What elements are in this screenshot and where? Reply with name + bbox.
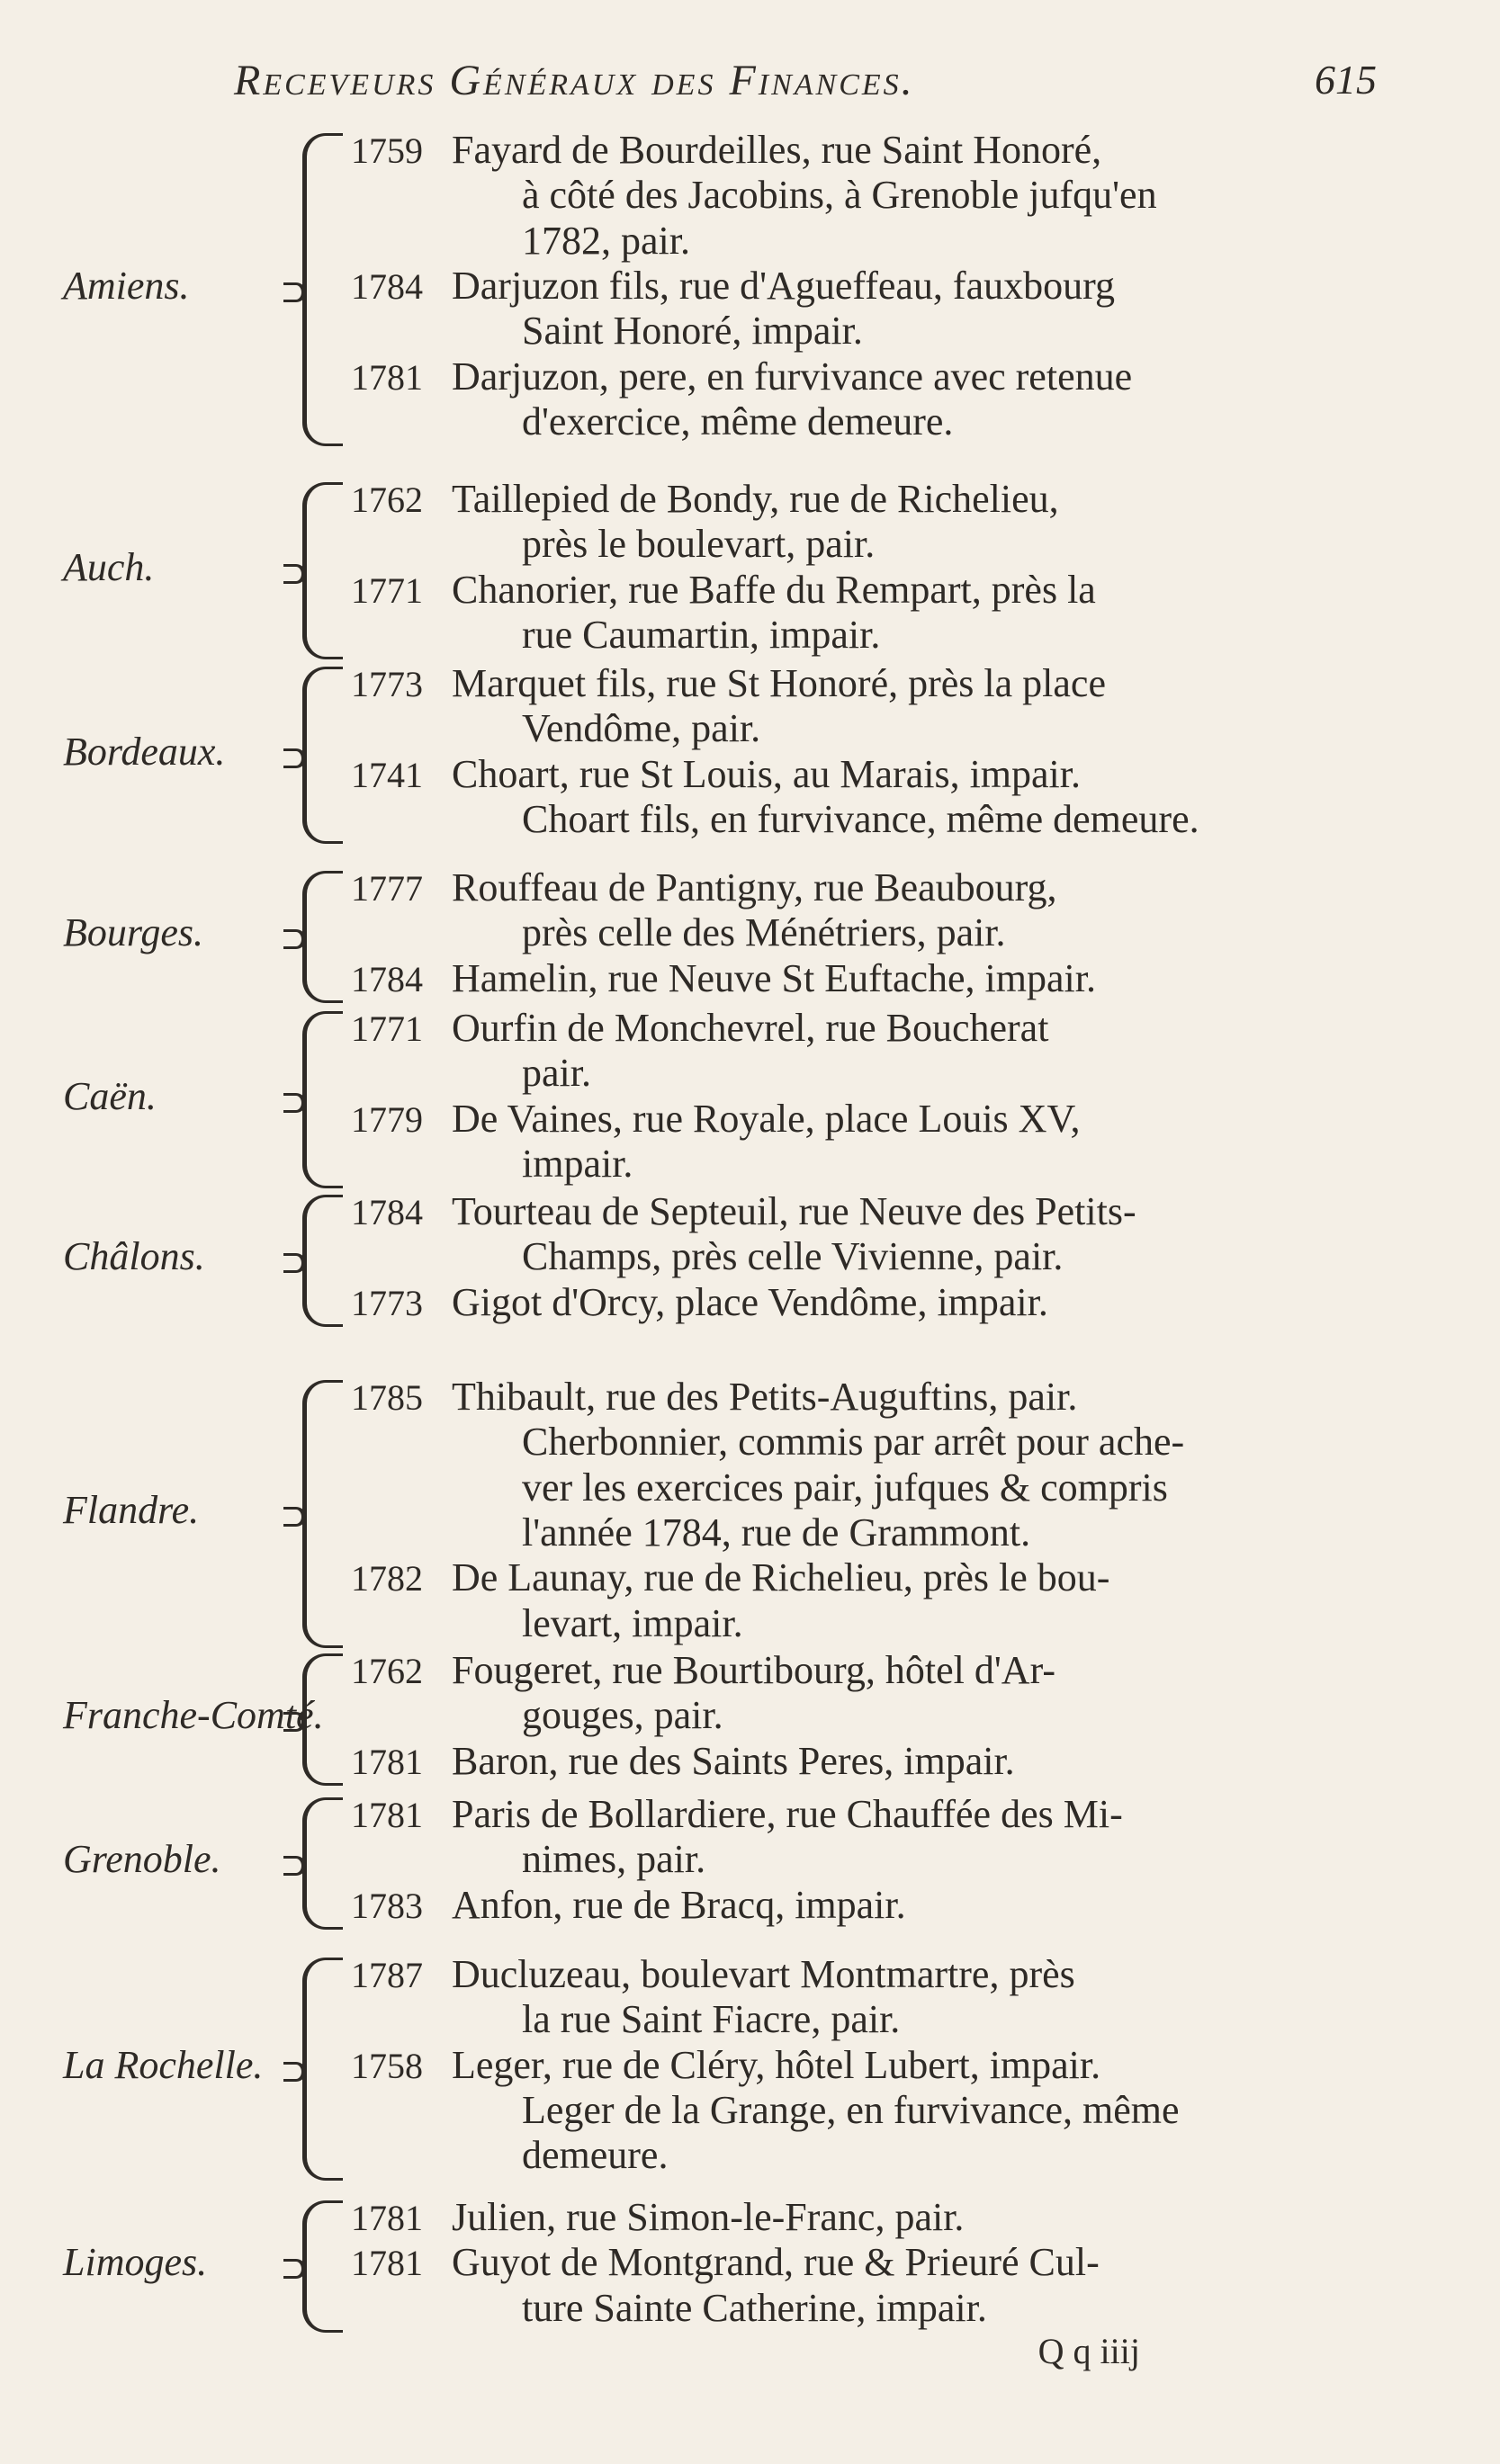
entry-line xyxy=(522,1693,1377,1738)
entry-text: Ourfin de Monchevrel, rue Boucherat xyxy=(452,1006,1049,1050)
entry-line xyxy=(522,2286,1377,2331)
region-label: Amiens. xyxy=(63,264,190,309)
entry-line xyxy=(351,128,1377,174)
entry-year: 1779 xyxy=(351,1098,423,1140)
entry-year: 1773 xyxy=(351,1282,423,1323)
entry-text: Marquet fils, rue St Honoré, près la place xyxy=(452,661,1106,705)
brace-bracket xyxy=(302,133,343,446)
entry-text: levart, impair. xyxy=(522,1600,743,1645)
entry-text: Fayard de Bourdeilles, rue Saint Honoré, xyxy=(452,128,1102,172)
entry-text: nimes, pair. xyxy=(522,1837,706,1882)
entry-text: Paris de Bollardiere, rue Chauffée des Mi- xyxy=(452,1792,1123,1836)
entry-year: 1773 xyxy=(351,664,423,704)
entry-year: 1784 xyxy=(351,1192,423,1232)
entry-text: Tourteau de Septeuil, rue Neuve des Petits- xyxy=(452,1189,1136,1233)
entry-text: Leger de la Grange, en furvivance, même xyxy=(522,2087,1180,2132)
brace-bracket xyxy=(302,871,343,1003)
running-header xyxy=(234,56,1377,110)
entry-year: 1781 xyxy=(351,2198,423,2238)
entry-line xyxy=(522,1420,1377,1465)
entry-text: gouges, pair. xyxy=(522,1693,723,1738)
entry-line xyxy=(351,1792,1377,1838)
entry-year: 1783 xyxy=(351,1885,423,1926)
region-label: Limoges. xyxy=(63,2240,208,2285)
entry-line xyxy=(351,1097,1377,1142)
entry-text: Fougeret, rue Bourtibourg, hôtel d'Ar- xyxy=(452,1648,1055,1692)
brace-bracket xyxy=(302,1958,343,2181)
entry-line xyxy=(522,1051,1377,1096)
entry-line xyxy=(351,1189,1377,1235)
entry-line xyxy=(522,1837,1377,1882)
entry-line xyxy=(522,1601,1377,1646)
entry-text: Taillepied de Bondy, rue de Richelieu, xyxy=(452,477,1059,521)
entry-text: Julien, rue Simon-le-Franc, pair. xyxy=(452,2195,965,2239)
region-label: Franche-Comté. xyxy=(63,1693,324,1738)
entry-line xyxy=(522,2133,1377,2178)
brace-bracket xyxy=(302,1011,343,1188)
entry-text: pair. xyxy=(522,1051,591,1096)
entry-line xyxy=(351,1006,1377,1052)
region-label: Caën. xyxy=(63,1073,157,1118)
entry-text: Thibault, rue des Petits-Auguftins, pair. xyxy=(452,1375,1078,1419)
entry-year: 1759 xyxy=(351,130,423,171)
entry-line xyxy=(351,1375,1377,1420)
entry-year: 1781 xyxy=(351,356,423,398)
entry-text: 1782, pair. xyxy=(522,218,690,263)
entry-line xyxy=(351,264,1377,309)
brace-bracket xyxy=(302,482,343,659)
entry-line xyxy=(351,568,1377,614)
signature-mark: Q q iiij xyxy=(1037,2331,1140,2371)
entry-year: 1784 xyxy=(351,265,423,307)
entry-text: Baron, rue des Saints Peres, impair. xyxy=(452,1738,1015,1783)
entry-year: 1758 xyxy=(351,2045,423,2086)
entry-line xyxy=(351,1952,1377,1998)
entry-text: demeure. xyxy=(522,2133,669,2178)
entry-text: Ducluzeau, boulevart Montmartre, près xyxy=(452,1952,1075,1996)
entry-text: Darjuzon, pere, en furvivance avec retenue xyxy=(452,354,1133,399)
brace-bracket xyxy=(302,2200,343,2333)
region-label: Bordeaux. xyxy=(63,729,226,774)
entry-text: Choart, rue St Louis, au Marais, impair. xyxy=(452,751,1081,796)
entry-text: Rouffeau de Pantigny, rue Beaubourg, xyxy=(452,865,1057,909)
entry-line xyxy=(351,354,1377,400)
region-label: Auch. xyxy=(63,544,155,589)
entry-text: Gigot d'Orcy, place Vendôme, impair. xyxy=(452,1279,1048,1324)
entry-year: 1762 xyxy=(351,479,423,520)
entry-line xyxy=(351,1883,1377,1929)
entry-line xyxy=(351,1648,1377,1694)
entry-text: De Vaines, rue Royale, place Louis XV, xyxy=(452,1096,1081,1141)
entry-line xyxy=(351,2043,1377,2089)
entry-text: la rue Saint Fiacre, pair. xyxy=(522,1997,901,2042)
entry-text: Anfon, rue de Bracq, impair. xyxy=(452,1882,906,1927)
region-label: Grenoble. xyxy=(63,1837,221,1882)
entry-year: 1784 xyxy=(351,958,423,999)
entry-line xyxy=(522,1142,1377,1187)
entry-text: impair. xyxy=(522,1141,633,1186)
entry-text: Chanorier, rue Baffe du Rempart, près la xyxy=(452,567,1096,612)
entry-text: Leger, rue de Cléry, hôtel Lubert, impair. xyxy=(452,2042,1101,2087)
entry-line xyxy=(351,1555,1377,1601)
entry-line xyxy=(351,2195,1377,2241)
entry-line xyxy=(522,1997,1377,2042)
entry-year: 1771 xyxy=(351,569,423,611)
entry-line xyxy=(351,2240,1377,2286)
entry-year: 1782 xyxy=(351,1558,423,1599)
entry-line xyxy=(522,309,1377,354)
entry-line xyxy=(522,613,1377,658)
entry-year: 1771 xyxy=(351,1008,423,1049)
region-label: Flandre. xyxy=(63,1487,200,1532)
brace-bracket xyxy=(302,667,343,844)
entry-line xyxy=(522,1234,1377,1279)
page-title: Receveurs Généraux des Finances. xyxy=(234,57,915,104)
entry-text: l'année 1784, rue de Grammont. xyxy=(522,1510,1031,1555)
brace-bracket xyxy=(302,1195,343,1327)
region-label: Châlons. xyxy=(63,1234,205,1279)
entry-year: 1762 xyxy=(351,1651,423,1691)
entry-line xyxy=(522,1510,1377,1555)
entry-text: près celle des Ménétriers, pair. xyxy=(522,910,1006,955)
entry-text: Hamelin, rue Neuve St Euftache, impair. xyxy=(452,955,1096,1000)
brace-bracket xyxy=(302,1653,343,1786)
entry-line xyxy=(351,1280,1377,1326)
entry-line xyxy=(522,522,1377,567)
entry-text: ver les exercices pair, jufques & compris xyxy=(522,1465,1168,1510)
entry-year: 1741 xyxy=(351,754,423,795)
entry-text: ture Sainte Catherine, impair. xyxy=(522,2285,987,2330)
entry-line xyxy=(522,1465,1377,1510)
entry-line xyxy=(522,706,1377,751)
entry-line xyxy=(351,956,1377,1002)
entry-line xyxy=(522,173,1377,218)
entry-text: rue Caumartin, impair. xyxy=(522,612,881,657)
entry-line xyxy=(522,399,1377,444)
entry-text: d'exercice, même demeure. xyxy=(522,399,954,444)
entry-text: Champs, près celle Vivienne, pair. xyxy=(522,1234,1064,1279)
entry-text: Choart fils, en furvivance, même demeure. xyxy=(522,796,1199,841)
brace-bracket xyxy=(302,1797,343,1930)
entry-line xyxy=(351,865,1377,911)
entry-text: Cherbonnier, commis par arrêt pour ache- xyxy=(522,1420,1185,1465)
page-number: 615 xyxy=(1315,57,1377,103)
brace-bracket xyxy=(302,1380,343,1648)
entry-year: 1777 xyxy=(351,868,423,909)
entry-line xyxy=(351,661,1377,707)
entry-text: Vendôme, pair. xyxy=(522,706,761,751)
entry-text: Darjuzon fils, rue d'Agueffeau, fauxbourg xyxy=(452,263,1115,308)
entry-line xyxy=(351,1739,1377,1785)
region-label: La Rochelle. xyxy=(63,2042,264,2087)
entry-year: 1781 xyxy=(351,1795,423,1835)
entry-text: près le boulevart, pair. xyxy=(522,522,876,567)
entry-line xyxy=(522,219,1377,264)
entry-text: De Launay, rue de Richelieu, près le bou- xyxy=(452,1555,1110,1600)
entry-year: 1781 xyxy=(351,1741,423,1782)
entry-text: à côté des Jacobins, à Grenoble jufqu'en xyxy=(522,173,1157,218)
entry-year: 1787 xyxy=(351,1955,423,1995)
entry-text: Saint Honoré, impair. xyxy=(522,309,863,354)
entry-line xyxy=(522,910,1377,955)
entry-text: Guyot de Montgrand, rue & Prieuré Cul- xyxy=(452,2240,1100,2285)
entry-year: 1781 xyxy=(351,2243,423,2284)
entry-line xyxy=(351,752,1377,798)
entry-line xyxy=(351,477,1377,523)
entry-line xyxy=(522,797,1377,842)
entry-year: 1785 xyxy=(351,1377,423,1418)
region-label: Bourges. xyxy=(63,910,204,955)
entry-line xyxy=(522,2088,1377,2133)
